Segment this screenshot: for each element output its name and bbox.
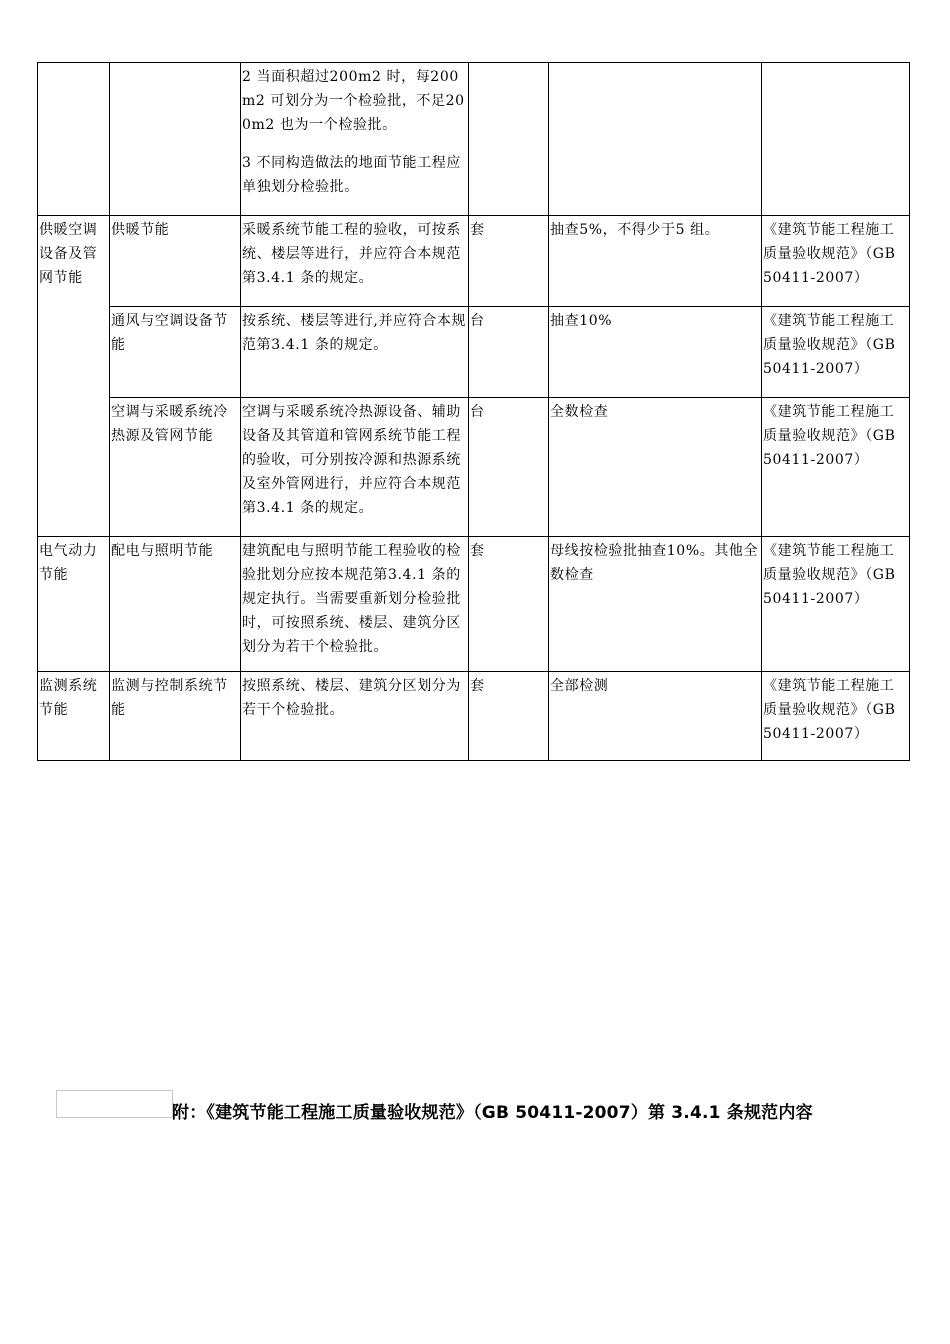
sampling-cell: 全部检测 xyxy=(549,672,762,761)
table-row xyxy=(38,63,910,216)
batch-division-cell xyxy=(241,398,469,537)
unit-cell: 台 xyxy=(469,398,549,537)
sampling-cell: 抽查10% xyxy=(549,307,762,398)
batch-paragraph: 建筑配电与照明节能工程验收的检验批划分应按本规范第3.4.1 条的规定执行。当需要重新划分检验批时，可按照系统、楼层、建筑分区划分为若干个检验批。 xyxy=(242,543,461,655)
item-cell: 监测与控制系统节能 xyxy=(110,672,241,761)
item-cell: 通风与空调设备节能 xyxy=(110,307,241,398)
inspection-batch-table xyxy=(37,62,910,761)
unit-cell: 套 xyxy=(469,537,549,672)
batch-division-cell xyxy=(241,216,469,307)
table-row xyxy=(38,672,910,761)
table-row xyxy=(38,307,910,398)
batch-division-cell xyxy=(241,672,469,761)
item-cell: 配电与照明节能 xyxy=(110,537,241,672)
category-cell xyxy=(38,63,110,216)
unit-cell xyxy=(469,63,549,216)
basis-cell: 《建筑节能工程施工质量验收规范》（GB 50411-2007） xyxy=(762,537,910,672)
category-cell: 电气动力节能 xyxy=(38,537,110,672)
batch-paragraph: 采暖系统节能工程的验收，可按系统、楼层等进行，并应符合本规范第3.4.1 条的规定。 xyxy=(242,222,461,286)
batch-paragraph: 按照系统、楼层、建筑分区划分为若干个检验批。 xyxy=(242,678,461,718)
unit-cell: 套 xyxy=(469,672,549,761)
appendix-title: 附：《建筑节能工程施工质量验收规范》（GB 50411-2007）第 3.4.1 条规范内容 xyxy=(172,1103,813,1123)
batch-division-cell xyxy=(241,63,469,216)
batch-division-cell xyxy=(241,307,469,398)
unit-cell: 台 xyxy=(469,307,549,398)
batch-paragraph: 按系统、楼层等进行,并应符合本规范第3.4.1 条的规定。 xyxy=(242,313,467,353)
table-row xyxy=(38,398,910,537)
basis-cell: 《建筑节能工程施工质量验收规范》（GB 50411-2007） xyxy=(762,672,910,761)
batch-paragraph: 3 不同构造做法的地面节能工程应单独划分检验批。 xyxy=(242,155,461,195)
table-row xyxy=(38,537,910,672)
item-cell: 空调与采暖系统冷热源及管网节能 xyxy=(110,398,241,537)
category-cell: 供暖空调设备及管网节能 xyxy=(38,216,110,537)
table-row xyxy=(38,216,910,307)
basis-cell: 《建筑节能工程施工质量验收规范》（GB 50411-2007） xyxy=(762,216,910,307)
blank-text-box xyxy=(56,1090,173,1118)
batch-division-cell xyxy=(241,537,469,672)
item-cell xyxy=(110,63,241,216)
sampling-cell: 抽查5%，不得少于5 组。 xyxy=(549,216,762,307)
batch-paragraph: 2 当面积超过200m2 时，每200m2 可划分为一个检验批，不足200m2 也为一个检验批。 xyxy=(242,69,465,133)
unit-cell: 套 xyxy=(469,216,549,307)
batch-paragraph: 空调与采暖系统冷热源设备、辅助设备及其管道和管网系统节能工程的验收，可分别按冷源和热源系统及室外管网进行，并应符合本规范第3.4.1 条的规定。 xyxy=(242,404,461,516)
sampling-cell xyxy=(549,63,762,216)
category-cell: 监测系统节能 xyxy=(38,672,110,761)
basis-cell xyxy=(762,63,910,216)
sampling-cell: 母线按检验批抽查10%。其他全数检查 xyxy=(549,537,762,672)
sampling-cell: 全数检查 xyxy=(549,398,762,537)
basis-cell: 《建筑节能工程施工质量验收规范》（GB 50411-2007） xyxy=(762,398,910,537)
basis-cell: 《建筑节能工程施工质量验收规范》（GB 50411-2007） xyxy=(762,307,910,398)
item-cell: 供暖节能 xyxy=(110,216,241,307)
